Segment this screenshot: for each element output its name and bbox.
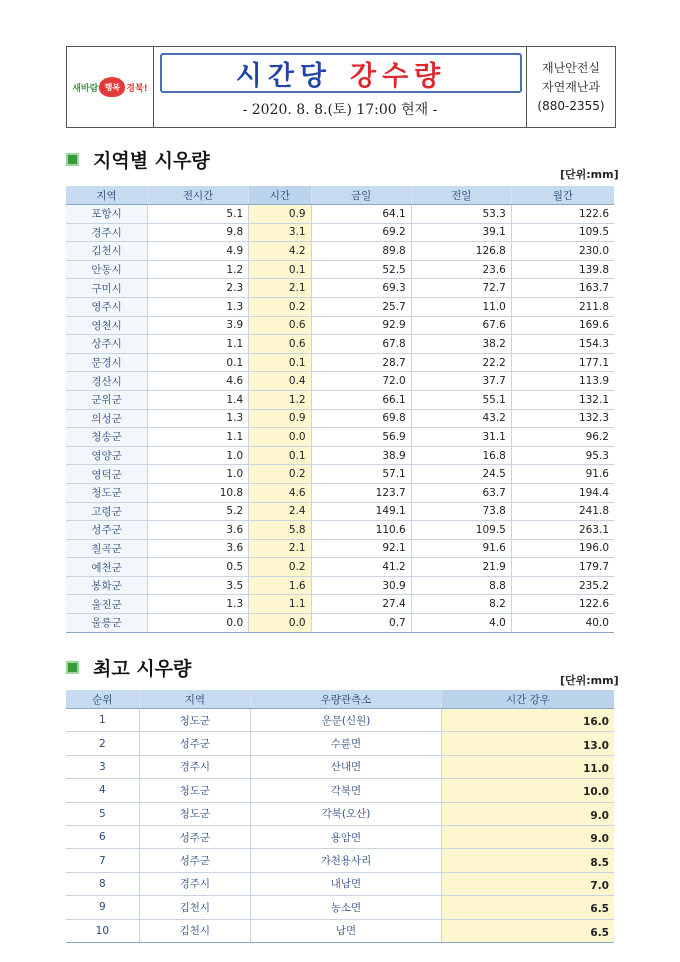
value-cell: 40.0: [511, 614, 614, 633]
value-cell: 0.5: [148, 558, 249, 577]
region-cell: 성주군: [139, 825, 250, 848]
value-cell: 0.1: [249, 260, 311, 279]
table-row: [66, 614, 614, 633]
value-cell: 2.4: [249, 502, 311, 521]
region-cell: 김천시: [66, 242, 148, 261]
dept-line-1: 재난안전실: [542, 60, 600, 75]
value-cell: 1.4: [148, 390, 249, 409]
table-row: [66, 223, 614, 242]
table-row: [66, 802, 614, 825]
value-cell: 3.1: [249, 223, 311, 242]
table-row: [66, 353, 614, 372]
rank-cell: 1: [66, 709, 139, 732]
value-cell: 23.6: [411, 260, 511, 279]
region-cell: 김천시: [139, 919, 250, 942]
value-cell: 55.1: [411, 390, 511, 409]
section-title-text: 최고 시우량: [93, 658, 192, 680]
logo-cell: [67, 47, 154, 127]
value-cell: 0.9: [249, 409, 311, 428]
table-row: [66, 755, 614, 778]
value-cell: 52.5: [311, 260, 411, 279]
table-row: [66, 558, 614, 577]
section-title-text: 지역별 시우량: [93, 150, 210, 172]
value-cell: 169.6: [511, 316, 614, 335]
value-cell: 2.1: [249, 279, 311, 298]
table-row: [66, 779, 614, 802]
value-cell: 38.9: [311, 446, 411, 465]
col-header: 지역: [139, 690, 250, 709]
value-cell: 3.6: [148, 539, 249, 558]
section-title-max: [66, 654, 191, 681]
col-header: 전일: [411, 186, 511, 205]
value-cell: 69.2: [311, 223, 411, 242]
region-cell: 포항시: [66, 205, 148, 224]
value-cell: 177.1: [511, 353, 614, 372]
rank-cell: 10: [66, 919, 139, 942]
table-row: [66, 335, 614, 354]
value-cell: 43.2: [411, 409, 511, 428]
value-cell: 1.1: [148, 428, 249, 447]
value-cell: 8.8: [411, 576, 511, 595]
value-cell: 3.6: [148, 521, 249, 540]
value-cell: 110.6: [311, 521, 411, 540]
value-cell: 9.8: [148, 223, 249, 242]
value-cell: 1.1: [148, 335, 249, 354]
region-cell: 울릉군: [66, 614, 148, 633]
value-cell: 3.5: [148, 576, 249, 595]
station-cell: 농소면: [251, 896, 442, 919]
region-cell: 영주시: [66, 297, 148, 316]
region-cell: 영천시: [66, 316, 148, 335]
value-cell: 91.6: [411, 539, 511, 558]
section-bullet-icon: [66, 153, 79, 166]
table-row: [66, 279, 614, 298]
value-cell: 22.2: [411, 353, 511, 372]
region-cell: 울진군: [66, 595, 148, 614]
table-row: [66, 872, 614, 895]
value-cell: 2.3: [148, 279, 249, 298]
value-cell: 30.9: [311, 576, 411, 595]
table-row: [66, 502, 614, 521]
value-cell: 263.1: [511, 521, 614, 540]
region-cell: 청도군: [139, 802, 250, 825]
station-cell: 가천용사리: [251, 849, 442, 872]
rank-cell: 3: [66, 755, 139, 778]
table-row: [66, 316, 614, 335]
value-cell: 96.2: [511, 428, 614, 447]
value-cell: 27.4: [311, 595, 411, 614]
value-cell: 230.0: [511, 242, 614, 261]
value-cell: 56.9: [311, 428, 411, 447]
value-cell: 16.8: [411, 446, 511, 465]
value-cell: 211.8: [511, 297, 614, 316]
value-cell: 163.7: [511, 279, 614, 298]
region-cell: 봉화군: [66, 576, 148, 595]
value-cell: 1.3: [148, 595, 249, 614]
value-cell: 4.9: [148, 242, 249, 261]
col-header: 우량관측소: [251, 690, 442, 709]
section-bullet-icon: [66, 661, 79, 674]
region-cell: 의성군: [66, 409, 148, 428]
region-cell: 문경시: [66, 353, 148, 372]
table-row: [66, 242, 614, 261]
value-cell: 69.3: [311, 279, 411, 298]
col-header: 시간 강우: [441, 690, 614, 709]
regional-rainfall-table: [66, 186, 614, 633]
rank-cell: 4: [66, 779, 139, 802]
department-info: [527, 47, 615, 127]
rain-cell: 9.0: [441, 802, 614, 825]
value-cell: 41.2: [311, 558, 411, 577]
value-cell: 0.9: [249, 205, 311, 224]
region-cell: 고령군: [66, 502, 148, 521]
rain-cell: 13.0: [441, 732, 614, 755]
col-header: 순위: [66, 690, 139, 709]
value-cell: 8.2: [411, 595, 511, 614]
region-cell: 예천군: [66, 558, 148, 577]
logo-text-1: 새바람: [72, 83, 99, 94]
value-cell: 1.2: [249, 390, 311, 409]
value-cell: 53.3: [411, 205, 511, 224]
title-blue: 시간당: [235, 60, 332, 92]
table-row: [66, 896, 614, 919]
region-cell: 경산시: [66, 372, 148, 391]
value-cell: 0.0: [148, 614, 249, 633]
value-cell: 1.0: [148, 465, 249, 484]
value-cell: 72.0: [311, 372, 411, 391]
value-cell: 89.8: [311, 242, 411, 261]
table-row: [66, 446, 614, 465]
rain-cell: 11.0: [441, 755, 614, 778]
title-red: 강수량: [350, 60, 447, 92]
value-cell: 154.3: [511, 335, 614, 354]
value-cell: 179.7: [511, 558, 614, 577]
value-cell: 5.8: [249, 521, 311, 540]
section-title-regional: [66, 146, 210, 173]
table-row: [66, 260, 614, 279]
rank-cell: 9: [66, 896, 139, 919]
value-cell: 241.8: [511, 502, 614, 521]
value-cell: 5.1: [148, 205, 249, 224]
table-row: [66, 521, 614, 540]
region-cell: 구미시: [66, 279, 148, 298]
value-cell: 67.6: [411, 316, 511, 335]
value-cell: 67.8: [311, 335, 411, 354]
region-cell: 상주시: [66, 335, 148, 354]
value-cell: 0.2: [249, 558, 311, 577]
value-cell: 132.1: [511, 390, 614, 409]
region-cell: 김천시: [139, 896, 250, 919]
table-row: [66, 576, 614, 595]
value-cell: 25.7: [311, 297, 411, 316]
value-cell: 31.1: [411, 428, 511, 447]
col-header: 지역: [66, 186, 148, 205]
rain-cell: 16.0: [441, 709, 614, 732]
rank-cell: 5: [66, 802, 139, 825]
unit-label: [단위:mm]: [560, 168, 619, 181]
region-cell: 영양군: [66, 446, 148, 465]
value-cell: 122.6: [511, 595, 614, 614]
value-cell: 92.1: [311, 539, 411, 558]
value-cell: 122.6: [511, 205, 614, 224]
value-cell: 21.9: [411, 558, 511, 577]
value-cell: 139.8: [511, 260, 614, 279]
value-cell: 11.0: [411, 297, 511, 316]
page-title: [160, 53, 522, 93]
value-cell: 109.5: [511, 223, 614, 242]
value-cell: 194.4: [511, 483, 614, 502]
region-cell: 경주시: [139, 755, 250, 778]
station-cell: 운문(신원): [251, 709, 442, 732]
report-header: [66, 46, 616, 128]
value-cell: 73.8: [411, 502, 511, 521]
rank-cell: 6: [66, 825, 139, 848]
value-cell: 63.7: [411, 483, 511, 502]
region-cell: 안동시: [66, 260, 148, 279]
table-row: [66, 709, 614, 732]
value-cell: 69.8: [311, 409, 411, 428]
table-row: [66, 372, 614, 391]
rank-cell: 2: [66, 732, 139, 755]
table-row: [66, 539, 614, 558]
table-row: [66, 595, 614, 614]
value-cell: 0.2: [249, 297, 311, 316]
table-row: [66, 465, 614, 484]
logo-text-2: 경북!: [126, 83, 148, 94]
value-cell: 4.6: [249, 483, 311, 502]
unit-label: [단위:mm]: [560, 674, 619, 687]
station-cell: 남면: [251, 919, 442, 942]
value-cell: 0.7: [311, 614, 411, 633]
title-cell: [154, 47, 527, 127]
value-cell: 132.3: [511, 409, 614, 428]
value-cell: 72.7: [411, 279, 511, 298]
region-cell: 성주군: [66, 521, 148, 540]
region-cell: 영덕군: [66, 465, 148, 484]
logo-heart-icon: 행복: [99, 77, 125, 97]
table-row: [66, 849, 614, 872]
value-cell: 0.1: [249, 353, 311, 372]
dept-line-2: 자연재난과: [542, 79, 600, 94]
table-row: [66, 825, 614, 848]
rank-cell: 8: [66, 872, 139, 895]
gyeongbuk-logo: [72, 77, 148, 97]
value-cell: 0.2: [249, 465, 311, 484]
value-cell: 64.1: [311, 205, 411, 224]
rain-cell: 9.0: [441, 825, 614, 848]
region-cell: 성주군: [139, 732, 250, 755]
value-cell: 4.6: [148, 372, 249, 391]
value-cell: 24.5: [411, 465, 511, 484]
station-cell: 각북면: [251, 779, 442, 802]
region-cell: 청도군: [66, 483, 148, 502]
station-cell: 수륜면: [251, 732, 442, 755]
rain-cell: 10.0: [441, 779, 614, 802]
date-line: - 2020. 8. 8.(토) 17:00 현재 -: [242, 102, 438, 118]
rank-cell: 7: [66, 849, 139, 872]
value-cell: 3.9: [148, 316, 249, 335]
value-cell: 37.7: [411, 372, 511, 391]
value-cell: 95.3: [511, 446, 614, 465]
station-cell: 산내면: [251, 755, 442, 778]
value-cell: 0.6: [249, 335, 311, 354]
region-cell: 경주시: [139, 872, 250, 895]
table-row: [66, 732, 614, 755]
rain-cell: 7.0: [441, 872, 614, 895]
value-cell: 0.6: [249, 316, 311, 335]
max-rainfall-table: [66, 690, 614, 943]
value-cell: 126.8: [411, 242, 511, 261]
dept-phone: (880-2355): [537, 98, 605, 113]
value-cell: 38.2: [411, 335, 511, 354]
value-cell: 1.6: [249, 576, 311, 595]
region-cell: 청도군: [139, 779, 250, 802]
value-cell: 1.3: [148, 409, 249, 428]
value-cell: 0.0: [249, 428, 311, 447]
region-cell: 경주시: [66, 223, 148, 242]
value-cell: 39.1: [411, 223, 511, 242]
region-cell: 청도군: [139, 709, 250, 732]
station-cell: 내남면: [251, 872, 442, 895]
region-cell: 성주군: [139, 849, 250, 872]
value-cell: 113.9: [511, 372, 614, 391]
col-header: 전시간: [148, 186, 249, 205]
table-row: [66, 409, 614, 428]
rain-cell: 8.5: [441, 849, 614, 872]
col-header: 금일: [311, 186, 411, 205]
value-cell: 235.2: [511, 576, 614, 595]
table-row: [66, 483, 614, 502]
col-header: 월간: [511, 186, 614, 205]
value-cell: 91.6: [511, 465, 614, 484]
value-cell: 57.1: [311, 465, 411, 484]
value-cell: 92.9: [311, 316, 411, 335]
rain-cell: 6.5: [441, 896, 614, 919]
value-cell: 5.2: [148, 502, 249, 521]
value-cell: 1.0: [148, 446, 249, 465]
table-row: [66, 205, 614, 224]
value-cell: 109.5: [411, 521, 511, 540]
station-cell: 용암면: [251, 825, 442, 848]
station-cell: 각북(오산): [251, 802, 442, 825]
col-header: 시간: [249, 186, 311, 205]
value-cell: 10.8: [148, 483, 249, 502]
rain-cell: 6.5: [441, 919, 614, 942]
value-cell: 66.1: [311, 390, 411, 409]
value-cell: 123.7: [311, 483, 411, 502]
region-cell: 군위군: [66, 390, 148, 409]
table-row: [66, 297, 614, 316]
table-row: [66, 428, 614, 447]
value-cell: 1.2: [148, 260, 249, 279]
value-cell: 1.1: [249, 595, 311, 614]
value-cell: 0.1: [148, 353, 249, 372]
value-cell: 149.1: [311, 502, 411, 521]
value-cell: 0.1: [249, 446, 311, 465]
value-cell: 28.7: [311, 353, 411, 372]
value-cell: 2.1: [249, 539, 311, 558]
value-cell: 196.0: [511, 539, 614, 558]
value-cell: 0.4: [249, 372, 311, 391]
value-cell: 4.2: [249, 242, 311, 261]
region-cell: 청송군: [66, 428, 148, 447]
value-cell: 1.3: [148, 297, 249, 316]
table-row: [66, 919, 614, 942]
table-row: [66, 390, 614, 409]
value-cell: 0.0: [249, 614, 311, 633]
value-cell: 4.0: [411, 614, 511, 633]
region-cell: 칠곡군: [66, 539, 148, 558]
